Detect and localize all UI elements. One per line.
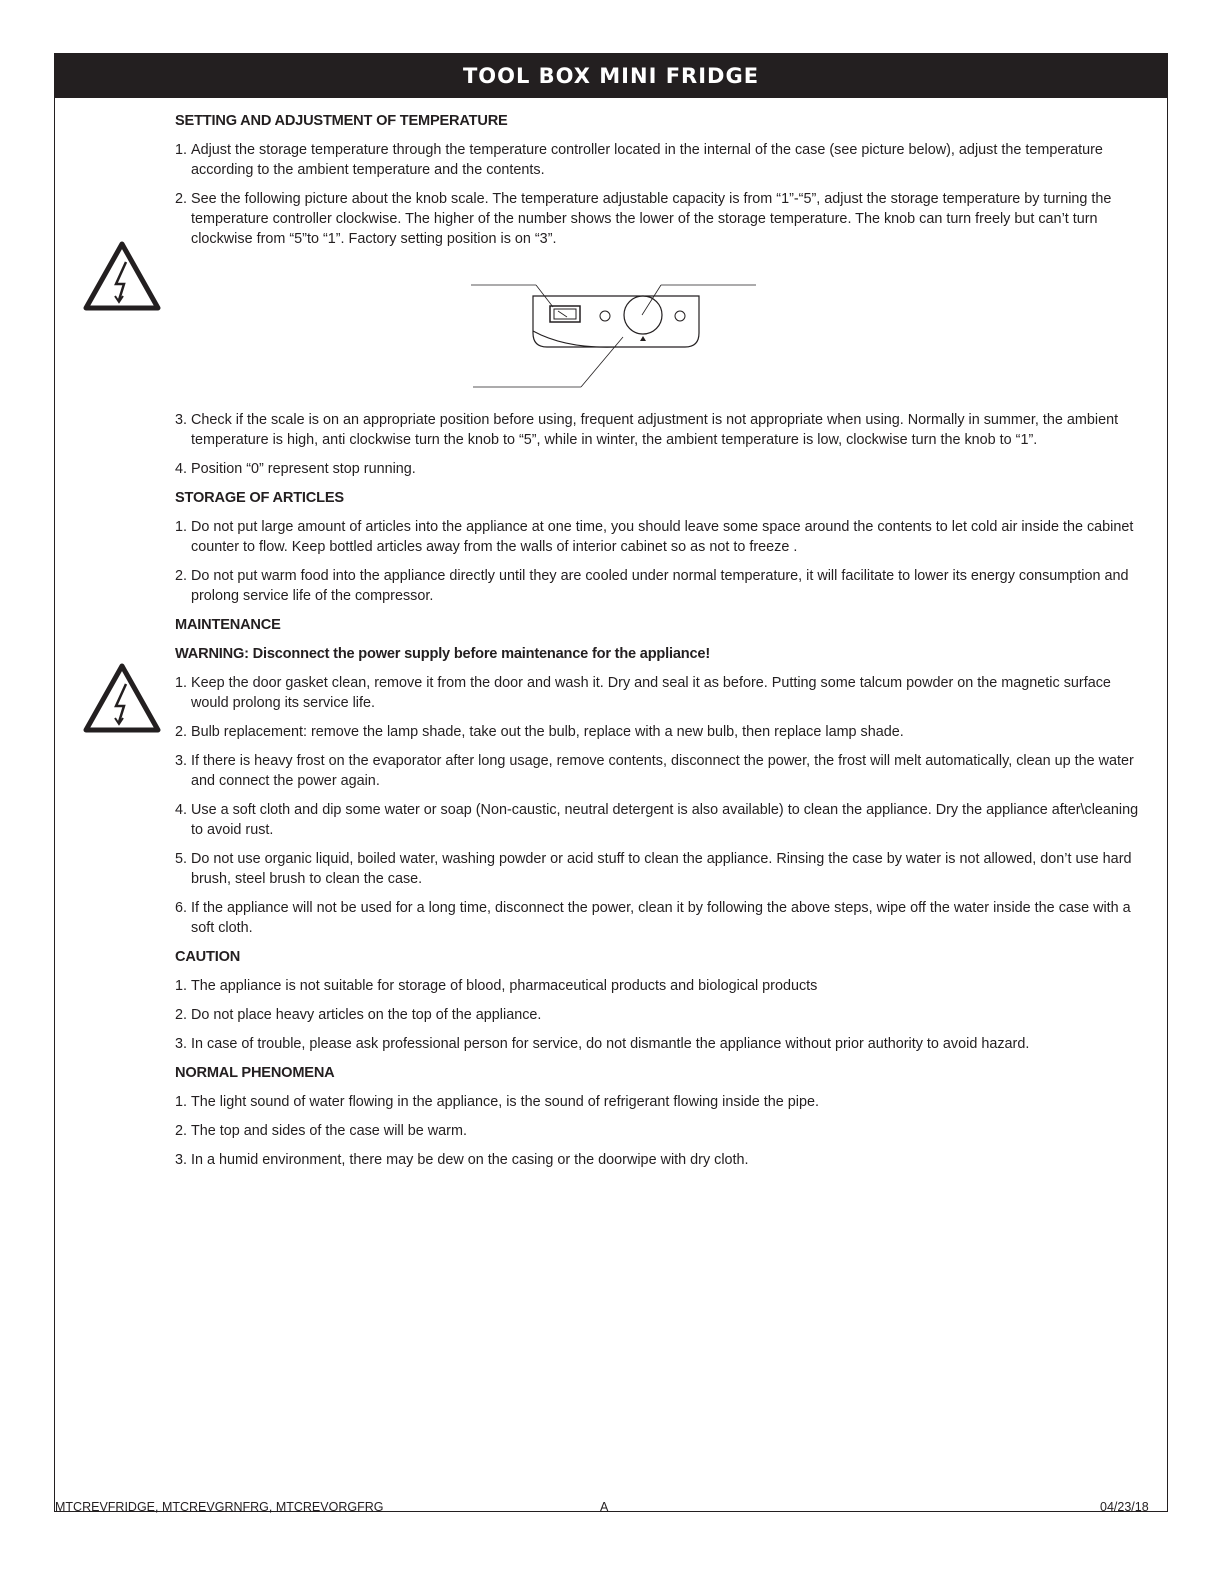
list-text: Do not place heavy articles on the top of the appliance. — [191, 1007, 542, 1023]
list-text: The appliance is not suitable for storage of blood, pharmaceutical products and biological products — [191, 978, 818, 994]
list-item — [175, 140, 1140, 180]
list-number: 4. — [175, 461, 188, 477]
list-text: Position “0” represent stop running. — [191, 461, 416, 477]
list-text: In case of trouble, please ask professional person for service, do not dismantle the appliance without prior authority to avoid hazard. — [191, 1036, 1030, 1052]
list-number: 2. — [175, 724, 188, 740]
list-number: 2. — [175, 1007, 188, 1023]
list-item — [175, 459, 1140, 479]
footer-page-number: A — [600, 1500, 609, 1514]
list-text: If there is heavy frost on the evaporator after long usage, remove contents, disconnect the power, the frost will melt automatically, clean up the water and connect the power again. — [191, 753, 1134, 789]
list-text: Do not put warm food into the appliance directly until they are cooled under normal temperature, it will facilitate to lower its energy consumption and prolong service life of the compressor. — [191, 568, 1129, 604]
list-item — [175, 1092, 1140, 1112]
list-item — [175, 1121, 1140, 1141]
list-item — [175, 1034, 1140, 1054]
section-title-caution: CAUTION — [175, 949, 241, 965]
list-number: 2. — [175, 1123, 188, 1139]
list-item — [175, 800, 1140, 840]
section-title-temperature: SETTING AND ADJUSTMENT OF TEMPERATURE — [175, 113, 508, 129]
list-number: 2. — [175, 568, 188, 584]
list-item — [175, 751, 1140, 791]
list-text: See the following picture about the knob scale. The temperature adjustable capacity is from “1”-“5”, adjust the storage temperature by turning the temperature controller clockwise. The higher of the number shows the lower of the storage temperature. The knob can turn freely but can’t turn clockwise from “5”to “1”. Factory setting position is on “3”. — [191, 191, 1112, 247]
section-title-normal-phenomena: NORMAL PHENOMENA — [175, 1065, 335, 1081]
knob-control-figure — [175, 258, 1140, 408]
page-title: TOOL BOX MINI FRIDGE — [55, 54, 1167, 98]
list-number: 2. — [175, 191, 188, 207]
list-number: 1. — [175, 519, 188, 535]
list-item — [175, 1005, 1140, 1025]
list-text: Do not use organic liquid, boiled water, washing powder or acid stuff to clean the appliance. Rinsing the case by water is not allowed, don’t use hard brush, steel brush to clean the case. — [191, 851, 1132, 887]
list-item — [175, 410, 1140, 450]
list-number: 1. — [175, 675, 188, 691]
list-text: Do not put large amount of articles into the appliance at one time, you should leave some space around the contents to let cold air inside the cabinet counter to flow. Keep bottled articles away from the walls of interior cabinet so as not to freeze . — [191, 519, 1134, 555]
section-title-storage: STORAGE OF ARTICLES — [175, 490, 344, 506]
list-text: Use a soft cloth and dip some water or soap (Non-caustic, neutral detergent is also available) to clean the appliance. Dry the appliance after\cleaning to avoid rust. — [191, 802, 1139, 838]
electrical-hazard-icon — [82, 240, 162, 312]
list-text: Bulb replacement: remove the lamp shade, take out the bulb, replace with a new bulb, then replace lamp shade. — [191, 724, 904, 740]
list-item — [175, 722, 1140, 742]
footer-date: 04/23/18 — [1100, 1500, 1149, 1514]
list-text: Adjust the storage temperature through the temperature controller located in the internal of the case (see picture below), adjust the temperature according to the ambient temperature and the contents. — [191, 142, 1103, 178]
content — [175, 111, 1140, 1179]
list-number: 3. — [175, 1152, 188, 1168]
list-item — [175, 566, 1140, 606]
list-number: 5. — [175, 851, 188, 867]
list-number: 6. — [175, 900, 188, 916]
electrical-hazard-icon — [82, 662, 162, 734]
list-text: Check if the scale is on an appropriate position before using, frequent adjustment is not appropriate when using. Normally in summer, the ambient temperature is high, anti clockwise turn the knob to “5”, while in winter, the ambient temperature is low, clockwise turn the knob to “1”. — [191, 412, 1119, 448]
list-item — [175, 849, 1140, 889]
list-number: 4. — [175, 802, 188, 818]
list-number: 3. — [175, 412, 188, 428]
list-item — [175, 898, 1140, 938]
list-item — [175, 189, 1140, 249]
list-item — [175, 1150, 1140, 1170]
maintenance-warning: WARNING: Disconnect the power supply before maintenance for the appliance! — [175, 646, 710, 662]
list-text: The top and sides of the case will be warm. — [191, 1123, 467, 1139]
list-number: 1. — [175, 1094, 188, 1110]
list-number: 1. — [175, 142, 188, 158]
list-text: If the appliance will not be used for a long time, disconnect the power, clean it by following the above steps, wipe off the water inside the case with a soft cloth. — [191, 900, 1131, 936]
list-item — [175, 517, 1140, 557]
list-number: 1. — [175, 978, 188, 994]
section-title-maintenance: MAINTENANCE — [175, 617, 281, 633]
temperature-controller-diagram — [471, 275, 771, 395]
list-text: The light sound of water flowing in the appliance, is the sound of refrigerant flowing inside the pipe. — [191, 1094, 819, 1110]
list-text: In a humid environment, there may be dew on the casing or the doorwipe with dry cloth. — [191, 1152, 749, 1168]
footer-models: MTCREVFRIDGE, MTCREVGRNFRG, MTCREVORGFRG — [55, 1500, 384, 1514]
list-number: 3. — [175, 753, 188, 769]
list-number: 3. — [175, 1036, 188, 1052]
list-item — [175, 673, 1140, 713]
list-item — [175, 976, 1140, 996]
list-text: Keep the door gasket clean, remove it from the door and wash it. Dry and seal it as before. Putting some talcum powder on the magnetic surface would prolong its service life. — [191, 675, 1111, 711]
